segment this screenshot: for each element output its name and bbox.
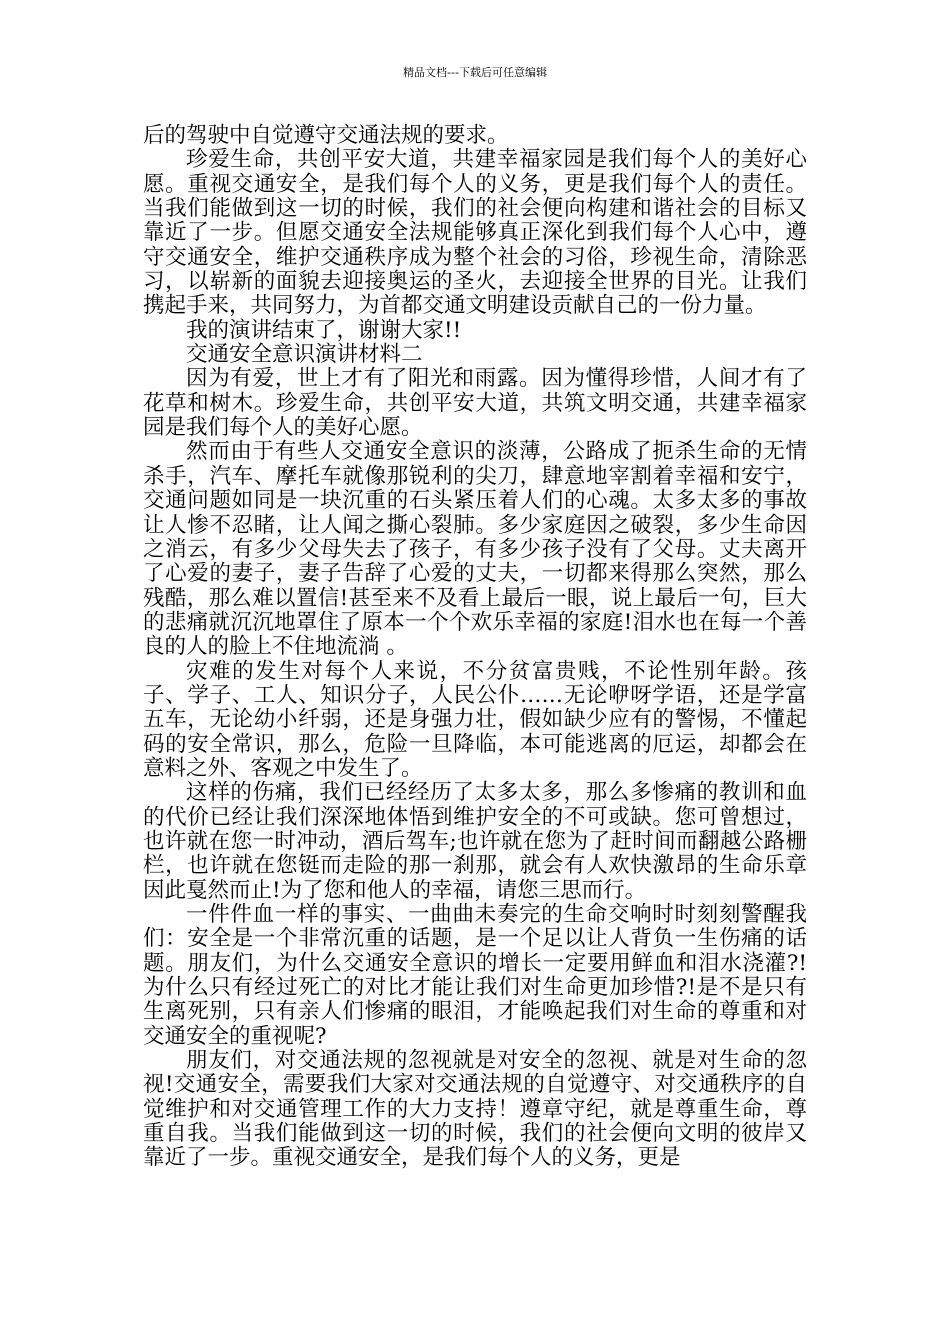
section-title: 交通安全意识演讲材料二: [186, 342, 423, 368]
paragraph-10: 朋友们，对交通法规的忽视就是对安全的忽视、就是对生命的忽视!交通安全，需要我们大家对交通法规的自觉遵守、对交通秩序的自觉维护和对交通管理工作的大力支持！遵章守纪，就是尊重生命，尊重自我。当我们能做到这一切的时候，我们的社会便向文明的彼岸又靠近了一步。重视交通安全，是我们每个人的义务，更是: [143, 1048, 807, 1171]
paragraph-9: 一件件血一样的事实、一曲曲未奏完的生命交响时时刻刻警醒我们：安全是一个非常沉重的话题，是一个足以让人背负一生伤痛的话题。朋友们，为什么交通安全意识的增长一定要用鲜血和泪水浇灌?!为什么只有经过死亡的对比才能让我们对生命更加珍惜?!是不是只有生离死别，只有亲人们惨痛的眼泪，才能唤起我们对生命的尊重和对交通安全的重视呢?: [143, 902, 807, 1049]
paragraph-7: 灾难的发生对每个人来说，不分贫富贵贱，不论性别年龄。孩子、学子、工人、知识分子，人民公仆……无论咿呀学语，还是学富五车，无论幼小纤弱，还是身强力壮，假如缺少应有的警惕，不懂起码的安全常识，那么，危险一旦降临，本可能逃离的厄运，却都会在意料之外、客观之中发生了。: [143, 658, 807, 781]
document-body: [143, 124, 807, 1171]
paragraph-6: 然而由于有些人交通安全意识的淡薄，公路成了扼杀生命的无情杀手，汽车、摩托车就像那锐利的尖刀，肆意地宰割着幸福和安宁，交通问题如同是一块沉重的石头紧压着人们的心魂。太多太多的事故让人惨不忍睹，让人闻之撕心裂肺。多少家庭因之破裂，多少生命因之消云，有多少父母失去了孩子，有多少孩子没有了父母。丈夫离开了心爱的妻子，妻子告辞了心爱的丈夫，一切都来得那么突然，那么残酷，那么难以置信!甚至来不及看上最后一眼，说上最后一句，巨大的悲痛就沉沉地罩住了原本一个个欢乐幸福的家庭!泪水也在每一个善良的人的脸上不住地流淌 。: [143, 439, 807, 660]
paragraph-8: 这样的伤痛，我们已经经历了太多太多，那么多惨痛的教训和血的代价已经让我们深深地体悟到维护安全的不可或缺。您可曾想过，也许就在您一时冲动，酒后驾车;也许就在您为了赶时间而翻越公路栅栏，也许就在您铤而走险的那一刹那，就会有人欢快激昂的生命乐章因此戛然而止!为了您和他人的幸福，请您三思而行。: [143, 780, 807, 903]
page-header: 精品文档---下载后可任意编辑: [403, 66, 547, 79]
paragraph-1: 后的驾驶中自觉遵守交通法规的要求。: [143, 123, 509, 148]
paragraph-5: 因为有爱，世上才有了阳光和雨露。因为懂得珍惜，人间才有了花草和树木。珍爱生命，共创平安大道，共筑文明交通，共建幸福家园是我们每个人的美好心愿。: [143, 366, 807, 441]
paragraph-3: 我的演讲结束了，谢谢大家!!: [186, 317, 462, 343]
paragraph-2: 珍爱生命，共创平安大道，共建幸福家园是我们每个人的美好心愿。重视交通安全，是我们每个人的义务，更是我们每个人的责任。当我们能做到这一切的时候，我们的社会便向构建和谐社会的目标又靠近了一步。但愿交通安全法规能够真正深化到我们每个人心中，遵守交通安全，维护交通秩序成为整个社会的习俗，珍视生命，清除恶习，以崭新的面貌去迎接奥运的圣火，去迎接全世界的目光。让我们携起手来，共同努力，为首都交通文明建设贡献自己的一份力量。: [143, 147, 807, 319]
